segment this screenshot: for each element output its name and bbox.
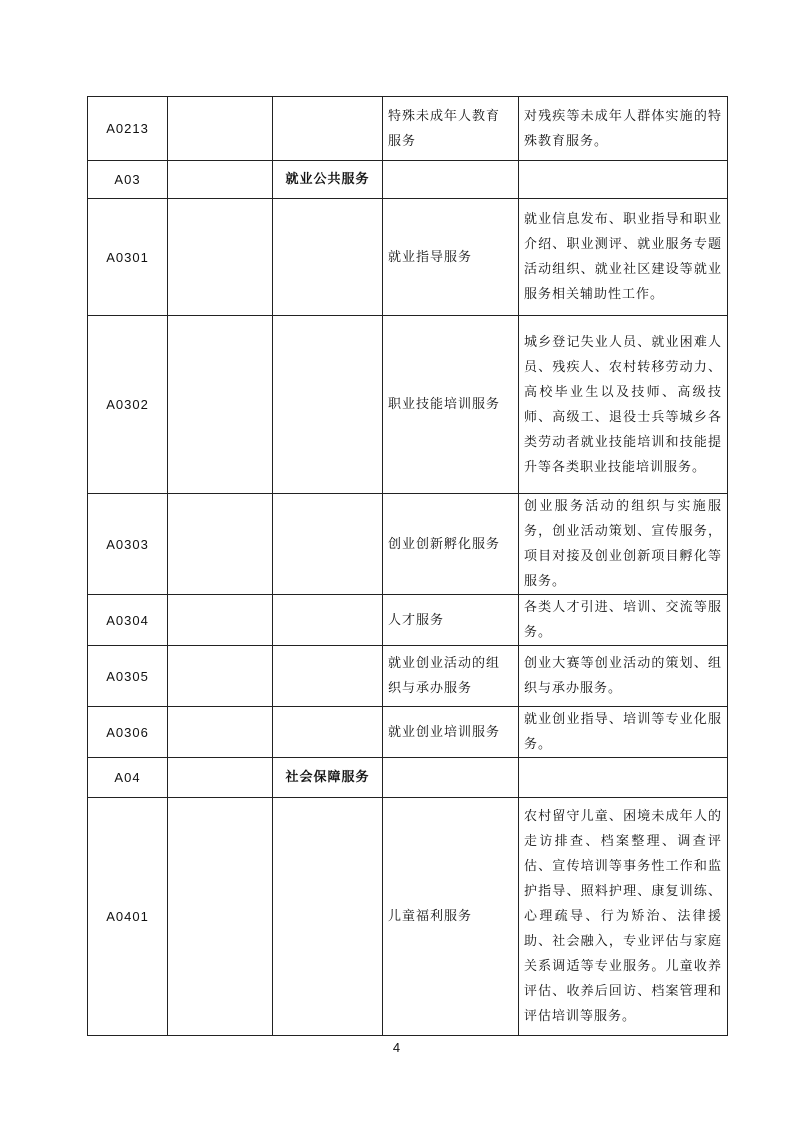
item-code: A0303 xyxy=(88,494,168,595)
item-code: A0401 xyxy=(88,798,168,1036)
item-code: A0213 xyxy=(88,97,168,161)
description-cell: 创业大赛等创业活动的策划、组织与承办服务。 xyxy=(519,646,728,707)
level3-cell: 人才服务 xyxy=(383,595,519,646)
level2-cell xyxy=(273,199,383,316)
description-cell xyxy=(519,161,728,199)
description-cell xyxy=(519,758,728,798)
description-cell: 各类人才引进、培训、交流等服务。 xyxy=(519,595,728,646)
table-row xyxy=(88,316,728,494)
table-row xyxy=(88,798,728,1036)
description-cell: 就业创业指导、培训等专业化服务。 xyxy=(519,707,728,758)
item-code: A03 xyxy=(88,161,168,199)
page-number: 4 xyxy=(392,1040,401,1055)
level3-cell: 创业创新孵化服务 xyxy=(383,494,519,595)
level3-cell xyxy=(383,758,519,798)
catalog-table xyxy=(87,96,728,1036)
table-row xyxy=(88,161,728,199)
level2-cell: 社会保障服务 xyxy=(273,758,383,798)
table-row xyxy=(88,758,728,798)
level1-cell xyxy=(168,758,273,798)
level1-cell xyxy=(168,199,273,316)
level1-cell xyxy=(168,646,273,707)
level3-cell xyxy=(383,161,519,199)
description-cell: 就业信息发布、职业指导和职业介绍、职业测评、就业服务专题活动组织、就业社区建设等就业服务相关辅助性工作。 xyxy=(519,199,728,316)
level1-cell xyxy=(168,97,273,161)
item-code: A0304 xyxy=(88,595,168,646)
level2-cell xyxy=(273,707,383,758)
table-row xyxy=(88,199,728,316)
level1-cell xyxy=(168,316,273,494)
table-row xyxy=(88,707,728,758)
level2-cell xyxy=(273,798,383,1036)
table-row xyxy=(88,97,728,161)
level2-cell xyxy=(273,646,383,707)
level1-cell xyxy=(168,798,273,1036)
item-code: A0305 xyxy=(88,646,168,707)
level3-cell: 儿童福利服务 xyxy=(383,798,519,1036)
table-row xyxy=(88,646,728,707)
level1-cell xyxy=(168,161,273,199)
description-cell: 农村留守儿童、困境未成年人的走访排查、档案整理、调查评估、宣传培训等事务性工作和监护指导、照料护理、康复训练、心理疏导、行为矫治、法律援助、社会融入，专业评估与家庭关系调适等专业服务。儿童收养评估、收养后回访、档案管理和评估培训等服务。 xyxy=(519,798,728,1036)
level3-cell: 就业创业活动的组织与承办服务 xyxy=(383,646,519,707)
description-cell: 创业服务活动的组织与实施服务，创业活动策划、宣传服务，项目对接及创业创新项目孵化等服务。 xyxy=(519,494,728,595)
table-row xyxy=(88,595,728,646)
description-cell: 城乡登记失业人员、就业困难人员、残疾人、农村转移劳动力、高校毕业生以及技师、高级技师、高级工、退役士兵等城乡各类劳动者就业技能培训和技能提升等各类职业技能培训服务。 xyxy=(519,316,728,494)
level3-cell: 就业创业培训服务 xyxy=(383,707,519,758)
level3-cell: 职业技能培训服务 xyxy=(383,316,519,494)
level2-cell xyxy=(273,97,383,161)
level2-cell xyxy=(273,494,383,595)
item-code: A0306 xyxy=(88,707,168,758)
item-code: A0301 xyxy=(88,199,168,316)
level3-cell: 特殊未成年人教育服务 xyxy=(383,97,519,161)
level2-cell xyxy=(273,595,383,646)
description-cell: 对残疾等未成年人群体实施的特殊教育服务。 xyxy=(519,97,728,161)
item-code: A0302 xyxy=(88,316,168,494)
table-row xyxy=(88,494,728,595)
level2-cell: 就业公共服务 xyxy=(273,161,383,199)
item-code: A04 xyxy=(88,758,168,798)
level1-cell xyxy=(168,595,273,646)
level1-cell xyxy=(168,707,273,758)
level1-cell xyxy=(168,494,273,595)
level3-cell: 就业指导服务 xyxy=(383,199,519,316)
level2-cell xyxy=(273,316,383,494)
